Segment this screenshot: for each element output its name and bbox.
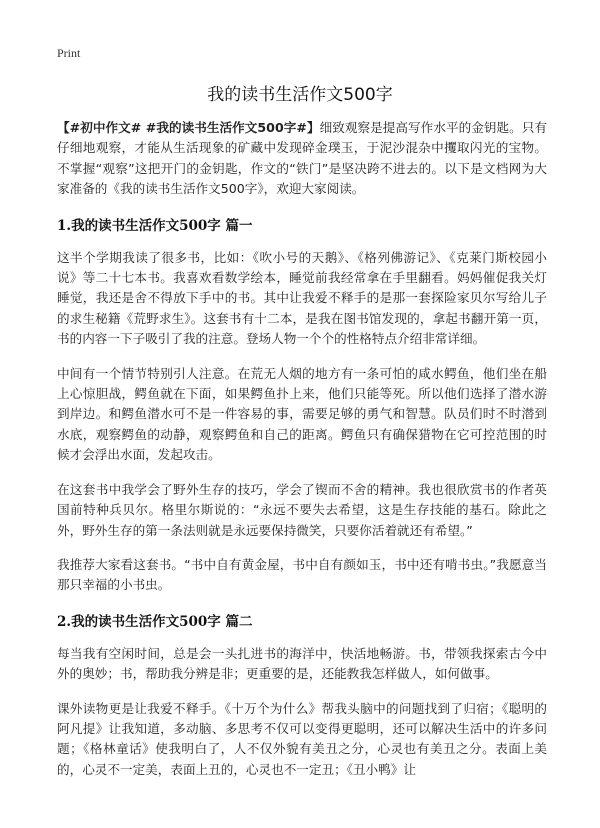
article-body — [57, 118, 547, 794]
print-link[interactable]: Print — [57, 46, 81, 60]
section-1-paragraph-4: 我推荐大家看这套书。“书中自有黄金屋，书中自有颜如玉，书中还有啃书虫。”我愿意当那只幸福的小书虫。 — [57, 556, 547, 593]
section-heading-2: 2.我的读书生活作文500字 篇二 — [57, 613, 253, 630]
section-heading-1: 1.我的读书生活作文500字 篇一 — [57, 217, 253, 234]
intro-text: 细致观察是提高写作水平的金钥匙。只有仔细地观察，才能从生活现象的矿藏中发现碎金璞玉，于泥沙混杂中攫取闪光的宝物。不掌握“观察”这把开门的金钥匙，作文的“铁门”是坚决跨不进去的。以下是文档网为大家准备的《我的读书生活作文500字》，欢迎大家阅读。 — [57, 120, 547, 197]
section-2-paragraph-1: 每当我有空闲时间，总是会一头扎进书的海洋中，快活地畅游。书，带领我探索古今中外的奥妙；书，帮助我分辨是非；更重要的是，还能教我怎样做人，如何做事。 — [57, 645, 547, 682]
page-title: 我的读书生活作文500字 — [207, 85, 393, 105]
section-1-paragraph-1: 这半个学期我读了很多书，比如：《吹小号的天鹅》、《格列佛游记》、《克莱门斯校园小说》等二十七本书。我喜欢看数学绘本，睡觉前我经常拿在手里翻看。妈妈催促我关灯睡觉，我还是舍不得放下手中的书。其中让我爱不释手的是那一套探险家贝尔写给儿子的求生秘籍《荒野求生》。这套书有十二本，是我在图书馆发现的，拿起书翻开第一页，书的内容一下子吸引了我的注意。登场人物一个个的性格特点介绍非常详细。 — [57, 249, 547, 347]
section-1-paragraph-2: 中间有一个情节特别引人注意。在荒无人烟的地方有一条可怕的咸水鳄鱼，他们坐在船上心惊胆战，鳄鱼就在下面，如果鳄鱼扑上来，他们只能等死。所以他们选择了潜水游到岸边。和鳄鱼潜水可不是一件容易的事，需要足够的勇气和智慧。队员们时不时潜到水底，观察鳄鱼的动静，观察鳄鱼和自己的距离。鳄鱼只有确保猎物在它可控范围的时候才会浮出水面，发起攻击。 — [57, 365, 547, 463]
intro-paragraph — [57, 118, 547, 200]
section-2-paragraph-2: 课外读物更是让我爱不释手。《十万个为什么》帮我头脑中的问题找到了归宿；《聪明的阿凡提》让我知道，多动脑、多思考不仅可以变得更聪明，还可以解决生活中的许多问题；《格林童话》使我明白了，人不仅外貌有美丑之分，心灵也有美丑之分。表面上美的，心灵不一定美，表面上丑的，心灵也不一定丑；《丑小鸭》让 — [57, 700, 547, 777]
section-1-paragraph-3: 在这套书中我学会了野外生存的技巧，学会了锲而不舍的精神。我也很欣赏书的作者英国前特种兵贝尔。格里尔斯说的：“永远不要失去希望，这是生存技能的基石。除此之外，野外生存的第一条法则就是永远要保持微笑，只要你活着就还有希望。” — [57, 481, 547, 538]
intro-tag: 【#初中作文# #我的读书生活作文500字#】 — [57, 120, 320, 135]
